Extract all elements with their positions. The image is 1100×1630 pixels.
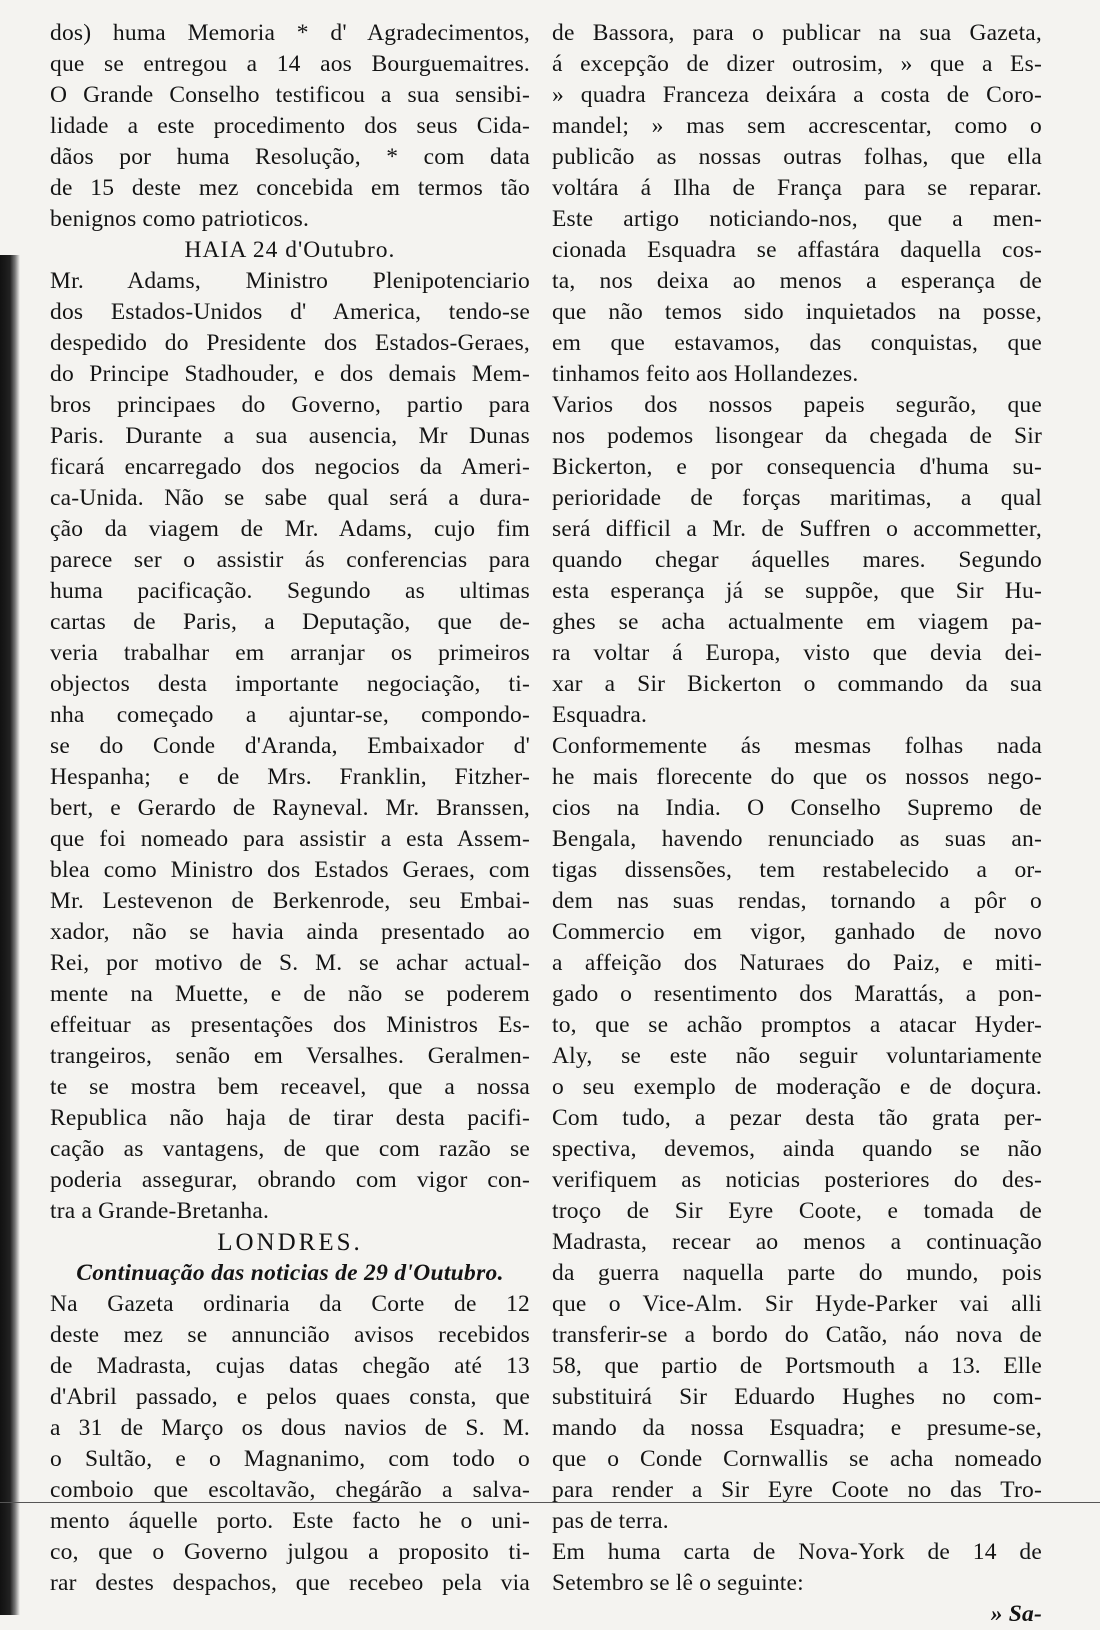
text-line: dos Estados-Unidos d' America, tendo-se [50, 299, 530, 325]
text-line: te se mostra bem receavel, que a nossa [50, 1074, 530, 1100]
text-line: ghes se acha actualmente em viagem pa- [552, 609, 1042, 635]
text-line: Madrasta, recear ao menos a continuação [552, 1229, 1042, 1255]
text-line: tigas dissensões, tem restabelecido a or- [552, 857, 1042, 883]
text-line: da guerra naquella parte do mundo, pois [552, 1260, 1042, 1286]
text-line: á excepção de dizer outrosim, » que a Es- [552, 51, 1042, 77]
text-line: nha começado a ajuntar-se, compondo- [50, 702, 530, 728]
text-line: nos podemos lisongear da chegada de Sir [552, 423, 1042, 449]
text-line: Na Gazeta ordinaria da Corte de 12 [50, 1291, 530, 1317]
text-line: lidade a este procedimento dos seus Cida- [50, 113, 530, 139]
text-line: a affeição dos Naturaes do Paiz, e miti- [552, 950, 1042, 976]
text-line: troço de Sir Eyre Coote, e tomada de [552, 1198, 1042, 1224]
text-line: he mais florecente do que os nossos nego- [552, 764, 1042, 790]
text-line: Aly, se este não seguir voluntariamente [552, 1043, 1042, 1069]
text-line: tinhamos feito aos Hollandezes. [552, 361, 859, 387]
text-line: que foi nomeado para assistir a esta Assem- [50, 826, 530, 852]
text-line: de Bassora, para o publicar na sua Gazeta, [552, 20, 1042, 46]
text-line: do Principe Stadhouder, e dos demais Mem- [50, 361, 530, 387]
left-column [50, 18, 530, 1599]
text-line: rar destes despachos, que recebeo pela via [50, 1570, 530, 1596]
text-line: o Sultão, e o Magnanimo, com todo o [50, 1446, 530, 1472]
text-line: publicão as nossas outras folhas, que ella [552, 144, 1042, 170]
text-line: gado o resentimento dos Marattás, a pon- [552, 981, 1042, 1007]
text-line: comboio que escoltavão, chegárão a salva- [50, 1477, 530, 1503]
text-line: co, que o Governo julgou a proposito ti- [50, 1539, 530, 1565]
text-line: d'Abril passado, e pelos quaes consta, que [50, 1384, 530, 1410]
text-line: ca-Unida. Não se sabe qual será a dura- [50, 485, 530, 511]
dateline: HAIA 24 d'Outubro. [184, 237, 396, 263]
text-line: substituirá Sir Eduardo Hughes no com- [552, 1384, 1042, 1410]
text-line: deste mez se annuncião avisos recebidos [50, 1322, 530, 1348]
text-line: Varios dos nossos papeis segurão, que [552, 392, 1042, 418]
text-line: para render a Sir Eyre Coote no das Tro- [552, 1477, 1042, 1503]
binding-shadow [0, 255, 20, 1615]
text-line: que se entregou a 14 aos Bourguemaitres. [50, 51, 530, 77]
text-line: ra voltar á Europa, visto que devia dei- [552, 640, 1042, 666]
text-line: benignos como patrioticos. [50, 206, 310, 232]
text-line: dãos por huma Resolução, * com data [50, 144, 530, 170]
text-line: mente na Muette, e de não se poderem [50, 981, 530, 1007]
text-line: O Grande Conselho testificou a sua sensibi- [50, 82, 530, 108]
text-line: mandel; » mas sem accrescentar, como o [552, 113, 1042, 139]
text-line: tra a Grande-Bretanha. [50, 1198, 270, 1224]
text-line: pas de terra. [552, 1508, 669, 1534]
text-line: cartas de Paris, a Deputação, que de- [50, 609, 530, 635]
text-line: » quadra Franceza deixára a costa de Coro- [552, 82, 1042, 108]
text-line: esta esperança já se suppõe, que Sir Hu- [552, 578, 1042, 604]
text-line: Bengala, havendo renunciado as suas an- [552, 826, 1042, 852]
text-line: perioridade de forças maritimas, a qual [552, 485, 1042, 511]
text-line: de Madrasta, cujas datas chegão até 13 [50, 1353, 530, 1379]
text-line: Paris. Durante a sua ausencia, Mr Dunas [50, 423, 530, 449]
text-line: Em huma carta de Nova-York de 14 de [552, 1539, 1042, 1565]
text-line: despedido do Presidente dos Estados-Geraes, [50, 330, 530, 356]
text-line: de 15 deste mez concebida em termos tão [50, 175, 530, 201]
text-line: veria trabalhar em arranjar os primeiros [50, 640, 530, 666]
text-line: mento áquelle porto. Este facto he o uni- [50, 1508, 530, 1534]
text-line: objectos desta importante negociação, ti- [50, 671, 530, 697]
text-line: mando da nossa Esquadra; e presume-se, [552, 1415, 1042, 1441]
section-subheading: Continuação das noticias de 29 d'Outubro. [76, 1260, 504, 1286]
text-line: dos) huma Memoria * d' Agradecimentos, [50, 20, 530, 46]
text-line: ta, nos deixa ao menos a esperança de [552, 268, 1042, 294]
text-line: dem nas suas rendas, tornando a pôr o [552, 888, 1042, 914]
text-line: xar a Sir Bickerton o commando da sua [552, 671, 1042, 697]
text-line: cação as vantagens, de que com razão se [50, 1136, 530, 1162]
text-line: Rei, por motivo de S. M. se achar actual- [50, 950, 530, 976]
text-line: voltára á Ilha de França para se reparar. [552, 175, 1042, 201]
text-line: Esquadra. [552, 702, 648, 728]
text-line: to, que se achão promptos a atacar Hyder- [552, 1012, 1042, 1038]
text-line: verifiquem as noticias posteriores do des- [552, 1167, 1042, 1193]
text-line: ção da viagem de Mr. Adams, cujo fim [50, 516, 530, 542]
text-line: bros principaes do Governo, partio para [50, 392, 530, 418]
text-line: Com tudo, a pezar desta tão grata per- [552, 1105, 1042, 1131]
text-line: Este artigo noticiando-nos, que a men- [552, 206, 1042, 232]
text-line: o seu exemplo de moderação e de doçura. [552, 1074, 1042, 1100]
text-line: ficará encarregado dos negocios da Ameri- [50, 454, 530, 480]
text-line: parece ser o assistir ás conferencias para [50, 547, 530, 573]
text-line: Commercio em vigor, ganhado de novo [552, 919, 1042, 945]
text-line: xador, não se havia ainda presentado ao [50, 919, 530, 945]
text-line: effeituar as presentações dos Ministros Es- [50, 1012, 530, 1038]
text-line: huma pacificação. Segundo as ultimas [50, 578, 530, 604]
catchword: » Sa- [990, 1601, 1042, 1627]
text-line: se do Conde d'Aranda, Embaixador d' [50, 733, 530, 759]
text-line: Conformemente ás mesmas folhas nada [552, 733, 1042, 759]
text-line: 58, que partio de Portsmouth a 13. Elle [552, 1353, 1042, 1379]
text-line: blea como Ministro dos Estados Geraes, com [50, 857, 530, 883]
text-line: quando chegar áquelles mares. Segundo [552, 547, 1042, 573]
text-line: cios na India. O Conselho Supremo de [552, 795, 1042, 821]
text-line: que o Conde Cornwallis se acha nomeado [552, 1446, 1042, 1472]
text-line: Bickerton, e por consequencia d'huma su- [552, 454, 1042, 480]
text-line: Setembro se lê o seguinte: [552, 1570, 804, 1596]
text-line: Republica não haja de tirar desta pacifi- [50, 1105, 530, 1131]
right-column [552, 18, 1042, 1630]
text-line: Mr. Lestevenon de Berkenrode, seu Embai- [50, 888, 530, 914]
text-line: transferir-se a bordo do Catão, náo nova de [552, 1322, 1042, 1348]
text-line: poderia assegurar, obrando com vigor con- [50, 1167, 530, 1193]
text-line: Mr. Adams, Ministro Plenipotenciario [50, 268, 530, 294]
text-line: que o Vice-Alm. Sir Hyde-Parker vai alli [552, 1291, 1042, 1317]
text-line: a 31 de Março os dous navios de S. M. [50, 1415, 530, 1441]
section-headline: LONDRES. [217, 1229, 363, 1256]
text-line: trangeiros, senão em Versalhes. Geralmen- [50, 1043, 530, 1069]
text-line: que não temos sido inquietados na posse, [552, 299, 1042, 325]
text-line: será difficil a Mr. de Suffren o accommetter, [552, 516, 1042, 542]
text-line: bert, e Gerardo de Rayneval. Mr. Branssen, [50, 795, 530, 821]
text-line: em que estavamos, das conquistas, que [552, 330, 1042, 356]
text-line: Hespanha; e de Mrs. Franklin, Fitzher- [50, 764, 530, 790]
text-line: cionada Esquadra se affastára daquella cos- [552, 237, 1042, 263]
text-line: spectiva, devemos, ainda quando se não [552, 1136, 1042, 1162]
